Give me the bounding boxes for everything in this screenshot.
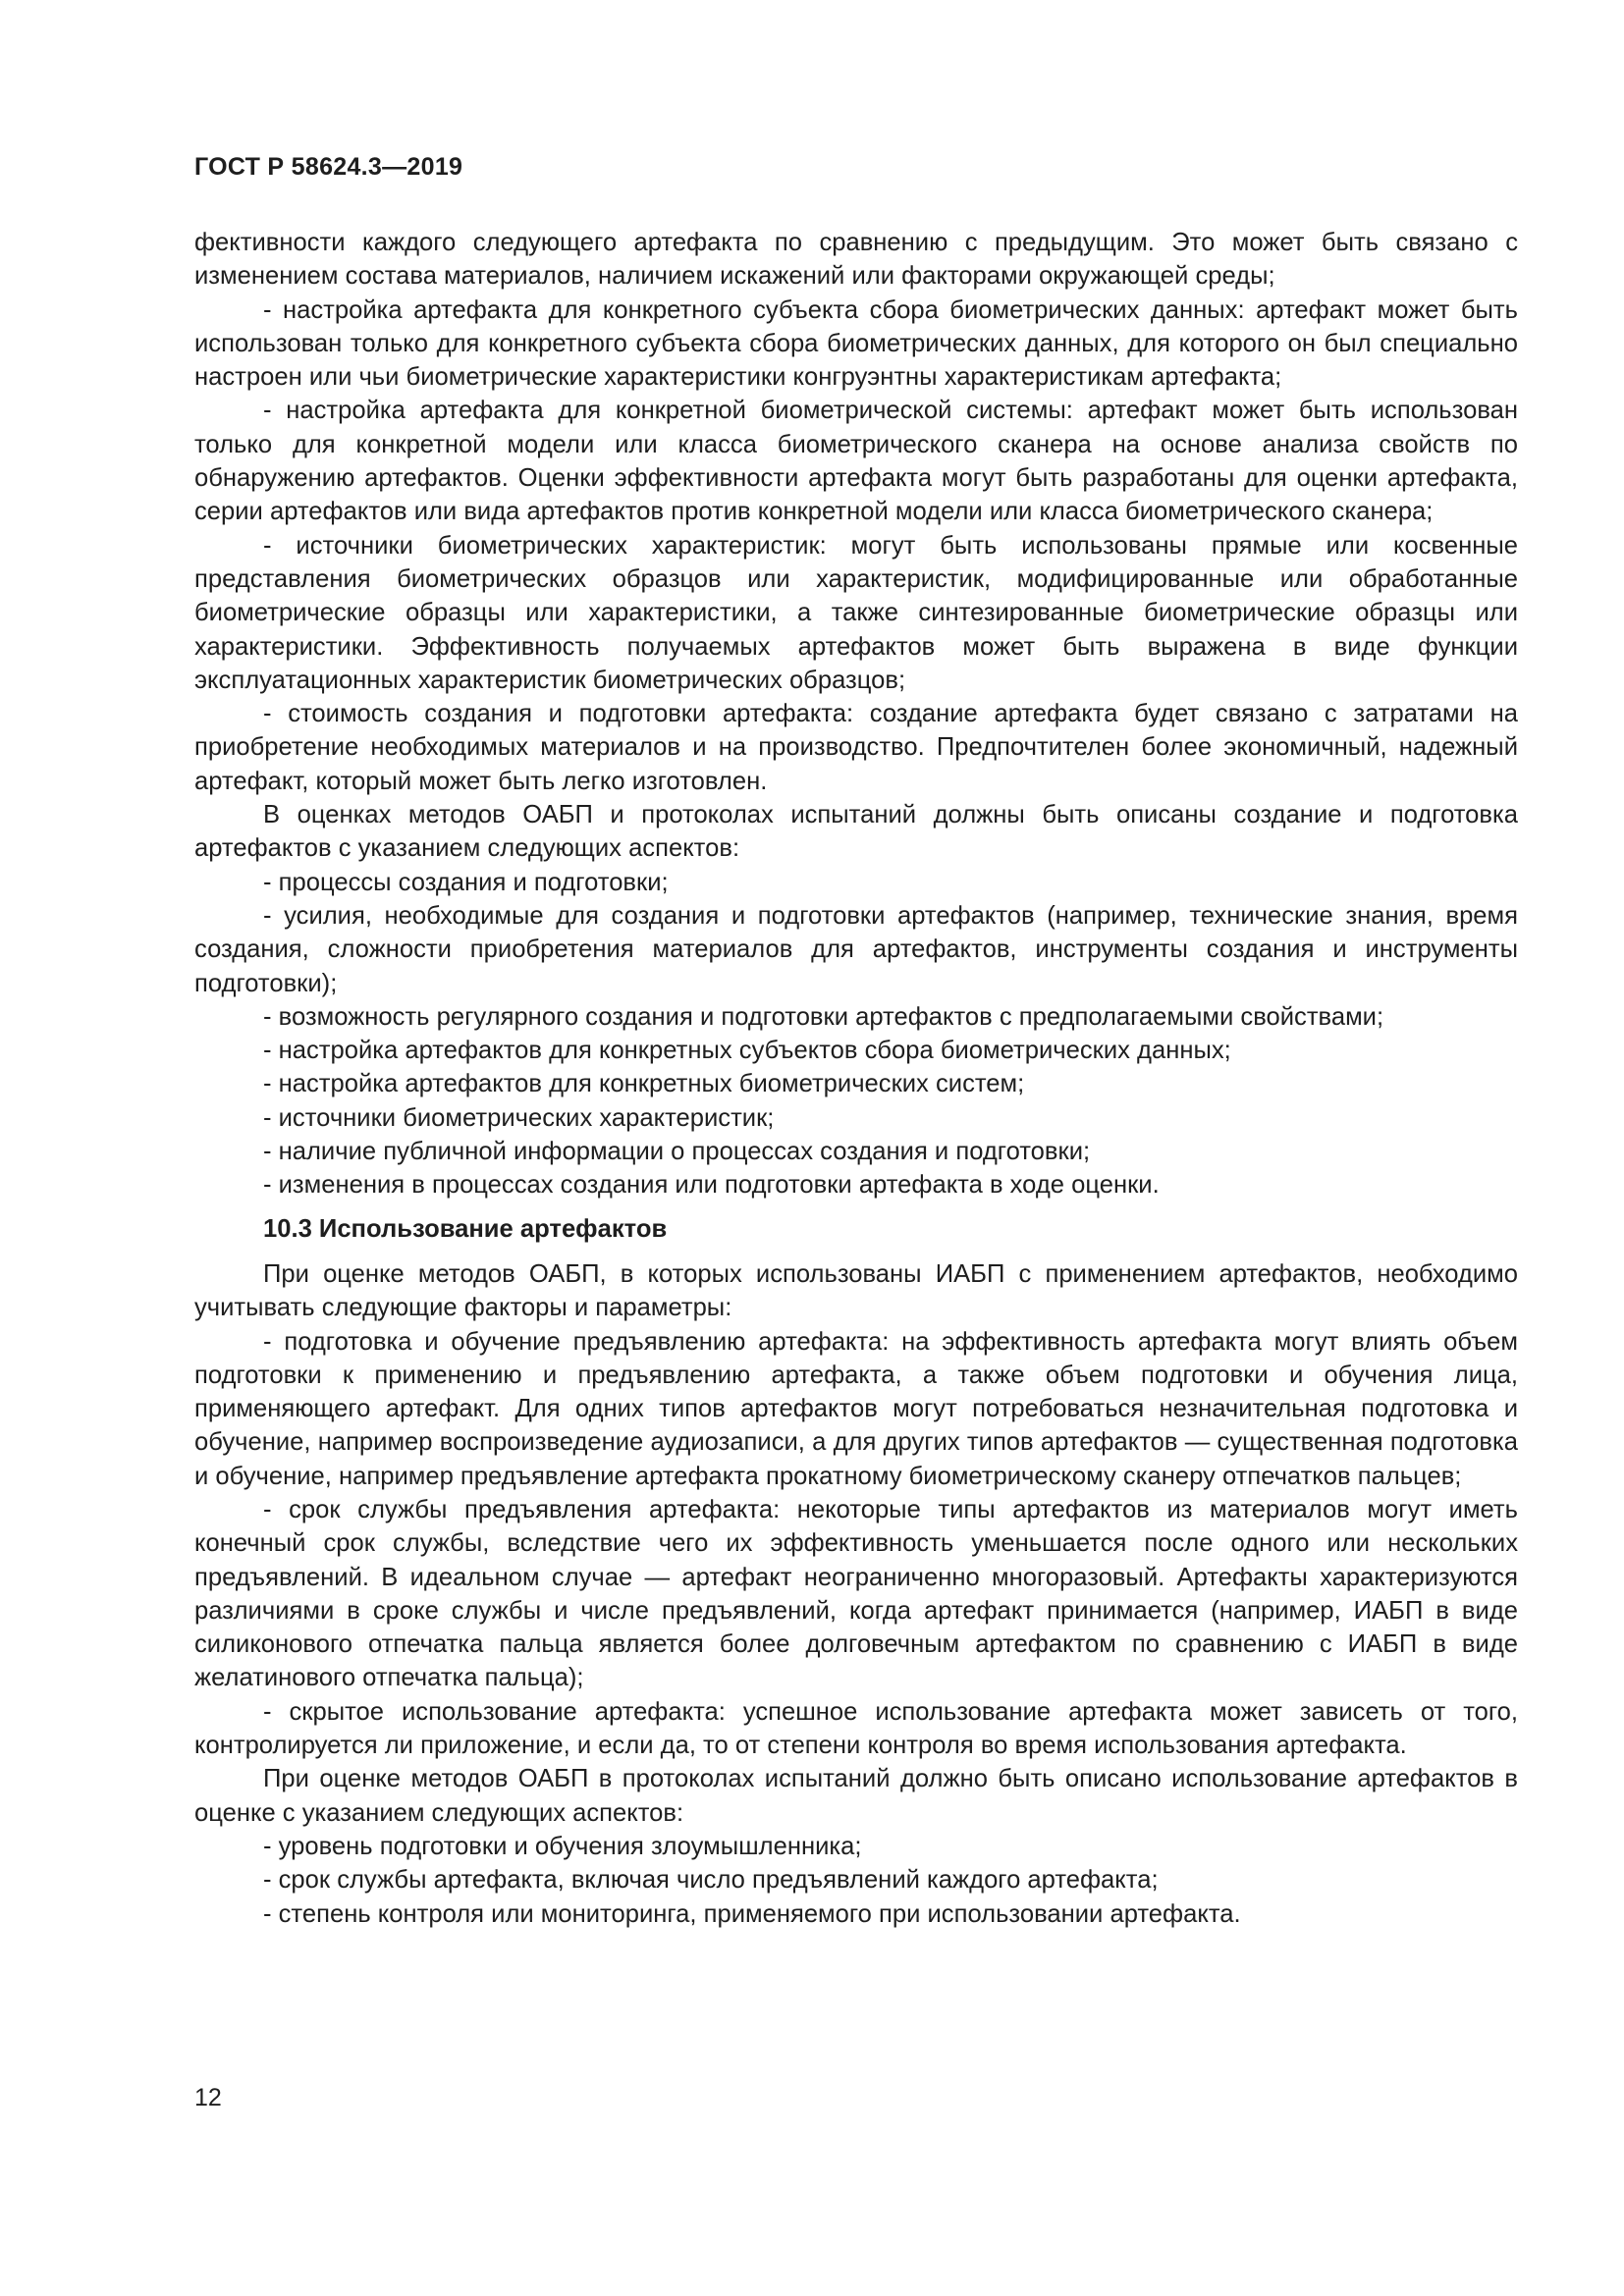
list-item: - срок службы артефакта, включая число предъявлений каждого артефакта; bbox=[263, 1866, 1159, 1895]
paragraph: При оценке методов ОАБП в протоколах испытаний должно быть описано использование артефактов в оценке с указанием следующих аспектов: bbox=[194, 1765, 1518, 1827]
list-item: - наличие публичной информации о процессах создания и подготовки; bbox=[263, 1138, 1091, 1166]
list-item: - уровень подготовки и обучения злоумышленника; bbox=[263, 1832, 862, 1860]
body-text bbox=[194, 226, 1518, 1931]
paragraph: При оценке методов ОАБП, в которых использованы ИАБП с применением артефактов, необходимо учитывать следующие факторы и параметры: bbox=[194, 1259, 1518, 1322]
list-item: - настройка артефакта для конкретного субъекта сбора биометрических данных: артефакт может быть использован только для конкретного субъекта сбора биометрических данных, для которого он был специально настроен или чьи биометрические характеристики конгруэнтны характеристикам артефакта; bbox=[194, 295, 1518, 392]
list-item: - настройка артефактов для конкретных субъектов сбора биометрических данных; bbox=[263, 1037, 1231, 1065]
list-item: - процессы создания и подготовки; bbox=[263, 868, 669, 896]
list-item: - подготовка и обучение предъявлению артефакта: на эффективность артефакта могут влиять объем подготовки к применению и предъявлению артефакта, а также объем подготовки и обучения лица, применяющего артефакт. Для одних типов артефактов могут потребоваться незначительная подготовка и обучение, например воспроизведение аудиозаписи, а для других типов артефактов — существенная подготовка и обучение, например предъявление артефакта прокатному биометрическому сканеру отпечатков пальцев; bbox=[194, 1327, 1518, 1490]
list-item: - источники биометрических характеристик: могут быть использованы прямые или косвенные представления биометрических образцов или характеристик, модифицированные или обработанные биометрические образцы или характеристики, а также синтезированные биометрические образцы или характеристики. Эффективность получаемых артефактов может быть выражена в виде функции эксплуатационных характеристик биометрических образцов; bbox=[194, 531, 1518, 694]
list-item: - настройка артефакта для конкретной биометрической системы: артефакт может быть использован только для конкретной модели или класса биометрического сканера на основе анализа свойств по обнаружению артефактов. Оценки эффективности артефакта могут быть разработаны для оценки артефакта, серии артефактов или вида артефактов против конкретной модели или класса биометрического сканера; bbox=[194, 397, 1518, 526]
list-item: - источники биометрических характеристик; bbox=[263, 1103, 775, 1132]
standard-header: ГОСТ Р 58624.3—2019 bbox=[194, 153, 463, 181]
list-item: - скрытое использование артефакта: успешное использование артефакта может зависеть от того, контролируется ли приложение, и если да, то от степени контроля во время использования артефакта. bbox=[194, 1697, 1518, 1760]
paragraph: фективности каждого следующего артефакта по сравнению с предыдущим. Это может быть связано с изменением состава материалов, наличием искажений или факторами окружающей среды; bbox=[194, 229, 1518, 291]
list-item: - изменения в процессах создания или подготовки артефакта в ходе оценки. bbox=[263, 1171, 1160, 1200]
list-item: - усилия, необходимые для создания и подготовки артефактов (например, технические знания, время создания, сложности приобретения материалов для артефактов, инструменты создания и инструменты подготовки); bbox=[194, 901, 1518, 997]
section-heading: 10.3 Использование артефактов bbox=[263, 1214, 668, 1243]
list-item: - стоимость создания и подготовки артефакта: создание артефакта будет связано с затратами на приобретение необходимых материалов и на производство. Предпочтителен более экономичный, надежный артефакт, который может быть легко изготовлен. bbox=[194, 700, 1518, 795]
list-item: - срок службы предъявления артефакта: некоторые типы артефактов из материалов могут иметь конечный срок службы, вследствие чего их эффективность уменьшается после одного или нескольких предъявлений. В идеальном случае — артефакт неограниченно многоразовый. Артефакты характеризуются различиями в сроке службы и числе предъявлений, когда артефакт принимается (например, ИАБП в виде силиконового отпечатка пальца является более долговечным артефактом по сравнению с ИАБП в виде желатинового отпечатка пальца); bbox=[194, 1495, 1518, 1692]
paragraph: В оценках методов ОАБП и протоколах испытаний должны быть описаны создание и подготовка артефактов с указанием следующих аспектов: bbox=[194, 801, 1518, 863]
list-item: - настройка артефактов для конкретных биометрических систем; bbox=[263, 1070, 1025, 1098]
list-item: - степень контроля или мониторинга, применяемого при использовании артефакта. bbox=[263, 1899, 1241, 1928]
page-number: 12 bbox=[194, 2084, 222, 2111]
list-item: - возможность регулярного создания и подготовки артефактов с предполагаемыми свойствами; bbox=[263, 1002, 1384, 1031]
